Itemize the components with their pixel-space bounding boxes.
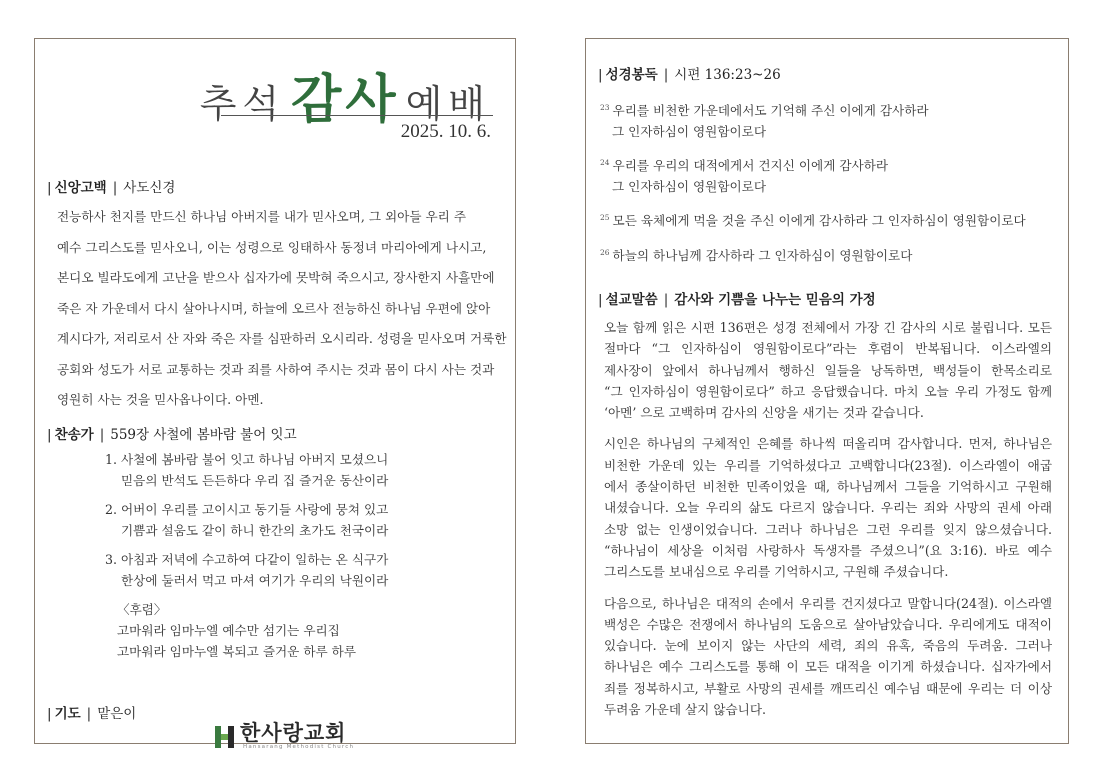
sermon-line: 절마다 “그 인자하심이 영원함이로다”라는 후렴이 반복됩니다. 이스라엘의 [604,341,1052,357]
creed-sub: 사도신경 [123,180,176,196]
hymn-line: 3. 아침과 저녁에 수고하여 다같이 일하는 온 식구가 [105,552,389,567]
hymn-sub: 559장 사철에 봄바람 불어 잇고 [110,427,297,443]
sermon-line: ‘아멘’ 으로 고백하며 감사의 신앙을 새기는 것과 같습니다. [604,405,924,421]
title-divider [221,115,493,116]
sermon-line: 하나님은 예수 그리스도를 통해 이 모든 대적을 이기게 하셨습니다. 십자가에서 [604,659,1052,675]
church-logo [215,722,354,750]
sermon-paragraph [604,433,1052,582]
scripture-label: 성경봉독 [605,67,658,83]
sermon-line: 에서 종살이하던 비천한 민족이었을 때, 하나님께서 그들을 기억하시고 구원해 [604,479,1052,495]
sermon-line: 그리스도를 보내심으로 우리를 기억하시고, 구원해 주셨습니다. [604,564,949,580]
title-pre: 추석 [199,82,286,126]
church-name-en: Hansarang Methodist Church [243,744,355,750]
hymn-line: 한상에 둘러서 먹고 마셔 여기가 우리의 낙원이라 [121,573,389,588]
scripture-verse [600,97,1026,142]
hymn-heading: | 찬송가 | 559장 사철에 봄바람 불어 잇고 [47,427,297,443]
verse-line: 모든 육체에게 먹을 것을 주신 이에게 감사하라 그 인자하심이 영원함이로다 [612,213,1026,229]
hymn-refrain [105,599,388,662]
sermon-line: 비천한 가운데 있는 우리를 기억하셨다고 고백합니다(23절). 이스라엘이 애굽 [604,457,1052,473]
refrain-label: 〈후렴〉 [117,602,167,617]
verse-number: 24 [600,158,610,168]
left-page [34,38,516,750]
service-date: 2025. 10. 6. [400,121,491,142]
creed-line: 공회와 성도가 서로 교통하는 것과 죄를 사하여 주시는 것과 몸이 다시 사는 것과 [57,361,495,377]
hymn-verse [105,499,388,541]
scripture-verses [600,97,1026,276]
church-name: 한사랑교회 [240,721,347,745]
sermon-line: 다음으로, 하나님은 대적의 손에서 우리를 건지셨다고 말합니다(24절). 이스라엘 [604,595,1052,611]
sermon-line: “하나님이 세상을 이처럼 사랑하사 독생자를 주셨으니”(요 3:16). 바로 예수 [604,542,1052,558]
sermon-label: 설교말씀 [605,292,658,308]
right-page [585,38,1069,744]
prayer-sub: 맡은이 [97,706,137,722]
hymn-verse [105,549,388,591]
hymn-line: 1. 사철에 봄바람 불어 잇고 하나님 아버지 모셨으니 [105,452,389,467]
hymn-lyrics [105,449,388,662]
creed-line: 예수 그리스도를 믿사오니, 이는 성령으로 잉태하사 동정녀 마리아에게 나시고, [57,239,487,255]
sermon-title: 감사와 기쁨을 나누는 믿음의 가정 [674,292,876,308]
sermon-paragraph [604,317,1052,423]
prayer-label: 기도 [54,706,81,722]
creed-line: 전능하사 천지를 만드신 하나님 아버지를 내가 믿사오며, 그 외아들 우리 주 [57,209,467,224]
sermon-line: 죄를 정복하시고, 부활로 사망의 권세를 깨뜨리신 예수님 때문에 우리는 더 이상 [604,680,1052,696]
scripture-verse [600,242,1026,266]
creed-label: 신앙고백 [54,180,107,196]
sermon-heading: | 설교말씀 | 감사와 기쁨을 나누는 믿음의 가정 [598,292,876,308]
sermon-paragraph [604,593,1052,721]
hymn-verse [105,449,388,491]
sermon-line: 제사장이 앞에서 하나님께서 행하신 일들을 낭독하면, 백성들이 한목소리로 [604,362,1052,378]
church-logo-icon [215,724,235,748]
refrain-line: 고마워라 임마누엘 예수만 섬기는 우리집 [117,623,340,638]
creed-heading: | 신앙고백 | 사도신경 [47,180,176,196]
sermon-line: 내셨습니다. 오늘 우리의 삶도 다르지 않습니다. 우리는 죄와 사망의 권세 아래 [604,500,1052,516]
creed-line: 영원히 사는 것을 믿사옵나이다. 아멘. [57,392,264,407]
sermon-line: 두려움 가운데 살지 않습니다. [604,702,766,718]
sermon-body [604,317,1052,730]
refrain-line: 고마워라 임마누엘 복되고 즐거운 하루 하루 [117,644,356,659]
creed-line: 계시다가, 저리로서 산 자와 죽은 자를 심판하러 오시리라. 성령을 믿사오며 거룩한 [57,331,507,346]
hymn-line: 기쁨과 설움도 같이 하니 한간의 초가도 천국이라 [121,523,389,538]
verse-line: 우리를 비천한 가운데에서도 기억해 주신 이에게 감사하라 [612,103,929,119]
title-post: 예배 [405,82,491,126]
creed-line: 본디오 빌라도에게 고난을 받으사 십자가에 못박혀 죽으시고, 장사한지 사흘만에 [57,270,495,285]
sermon-line: 소망 없는 인생이었습니다. 그러나 하나님은 그런 우리를 잊지 않으셨습니다. [604,521,1052,537]
verse-line: 하늘의 하나님께 감사하라 그 인자하심이 영원함이로다 [612,247,913,263]
verse-line: 그 인자하심이 영원함이로다 [612,179,766,195]
sermon-line: “그 인자하심이 영원함이로다” 하고 응답했습니다. 마치 오늘 우리 가정도 함께 [604,383,1052,399]
scripture-heading: | 성경봉독 | 시편 136:23~26 [598,67,781,83]
scripture-verse [600,207,1026,231]
scripture-sub: 시편 136:23~26 [674,67,781,83]
scripture-verse [600,152,1026,197]
sermon-line: 백성은 수많은 전쟁에서 하나님의 도움으로 살아남았습니다. 우리에게도 대적이 [604,616,1052,632]
verse-line: 그 인자하심이 영원함이로다 [612,124,766,140]
hymn-label: 찬송가 [54,427,94,443]
creed-line: 죽은 자 가운데서 다시 살아나시며, 하늘에 오르사 전능하신 하나님 우편에 앉아 [57,300,491,316]
sermon-line: 있습니다. 눈에 보이지 않는 사단의 세력, 죄의 유혹, 죽음의 두려움. 그러나 [604,638,1052,654]
verse-number: 26 [600,247,610,257]
creed-text [57,202,507,416]
prayer-heading: | 기도 | 맡은이 [47,706,137,722]
title-main: 감사 [291,70,400,130]
hymn-line: 믿음의 반석도 든든하다 우리 집 즐거운 동산이라 [121,473,389,488]
verse-number: 23 [600,103,610,112]
sermon-line: 오늘 함께 읽은 시편 136편은 성경 전체에서 가장 긴 감사의 시로 불립니다. 모든 [604,320,1052,335]
verse-line: 우리를 우리의 대적에게서 건지신 이에게 감사하라 [612,158,889,174]
sermon-line: 시인은 하나님의 구체적인 은혜를 하나씩 떠올리며 감사합니다. 먼저, 하나님은 [604,436,1052,452]
hymn-line: 2. 어버이 우리를 고이시고 동기들 사랑에 뭉쳐 있고 [105,502,389,517]
verse-number: 25 [600,213,610,223]
